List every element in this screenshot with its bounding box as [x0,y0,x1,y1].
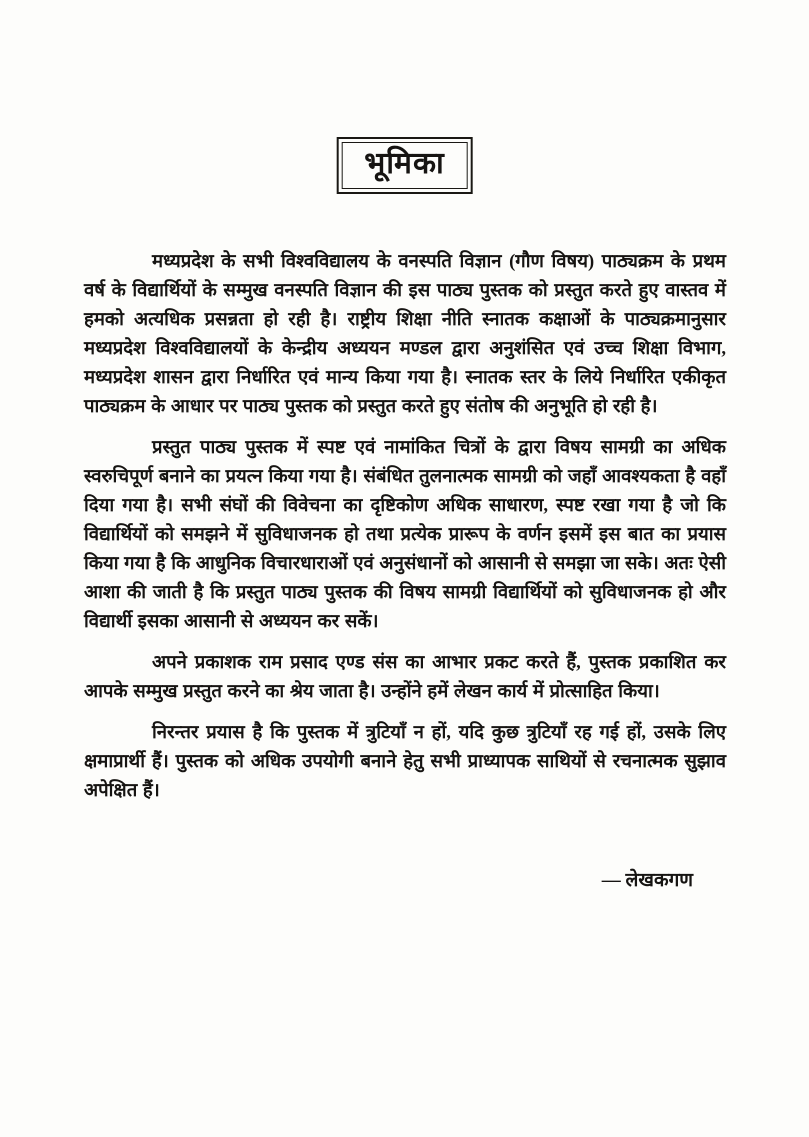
page-title: भूमिका [364,147,445,180]
title-box-inner-border [341,142,468,189]
paragraph-2: प्रस्तुत पाठ्य पुस्तक में स्पष्ट एवं नामांकित चित्रों के द्वारा विषय सामग्री का अधिक स्वरुचिपूर्ण बनाने का प्रयत्न किया गया है। संबंधित तुलनात्मक सामग्री को जहाँ आवश्यकता है वहाँ दिया गया है। सभी संघों की विवेचना का दृष्टिकोण अधिक साधारण, स्पष्ट रखा गया है जो कि विद्यार्थियों को समझने में सुविधाजनक हो तथा प्रत्येक प्रारूप के वर्णन इसमें इस बात का प्रयास किया गया है कि आधुनिक विचारधाराओं एवं अनुसंधानों को आसानी से समझा जा सके। अतः ऐसी आशा की जाती है कि प्रस्तुत पाठ्य पुस्तक की विषय सामग्री विद्यार्थियों को सुविधाजनक हो और विद्यार्थी इसका आसानी से अध्ययन कर सकें। [84,438,726,632]
preface-body [84,248,726,818]
paragraph-1: मध्यप्रदेश के सभी विश्वविद्यालय के वनस्पति विज्ञान (गौण विषय) पाठ्यक्रम के प्रथम वर्ष के विद्यार्थियों के सम्मुख वनस्पति विज्ञान की इस पाठ्य पुस्तक को प्रस्तुत करते हुए वास्तव में हमको अत्यधिक प्रसन्नता हो रही है। राष्ट्रीय शिक्षा नीति स्नातक कक्षाओं के पाठ्यक्रमानुसार मध्यप्रदेश विश्वविद्यालयों के केन्द्रीय अध्ययन मण्डल द्वारा अनुशंसित एवं उच्च शिक्षा विभाग, मध्यप्रदेश शासन द्वारा निर्धारित एवं मान्य किया गया है। स्नातक स्तर के लिये निर्धारित एकीकृत पाठ्यक्रम के आधार पर पाठ्य पुस्तक को प्रस्तुत करते हुए संतोष की अनुभूति हो रही है। [84,252,726,417]
paragraph-3: अपने प्रकाशक राम प्रसाद एण्ड संस का आभार प्रकट करते हैं, पुस्तक प्रकाशित कर आपके सम्मुख प्रस्तुत करने का श्रेय जाता है। उन्होंने हमें लेखन कार्य में प्रोत्साहित किया। [84,653,726,702]
author-signature: — लेखकगण [601,870,693,891]
title-box [336,137,473,194]
paragraph-4: निरन्तर प्रयास है कि पुस्तक में त्रुटियाँ न हों, यदि कुछ त्रुटियाँ रह गई हों, उसके लिए क्षमाप्रार्थी हैं। पुस्तक को अधिक उपयोगी बनाने हेतु सभी प्राध्यापक साथियों से रचनात्मक सुझाव अपेक्षित हैं। [84,723,726,801]
